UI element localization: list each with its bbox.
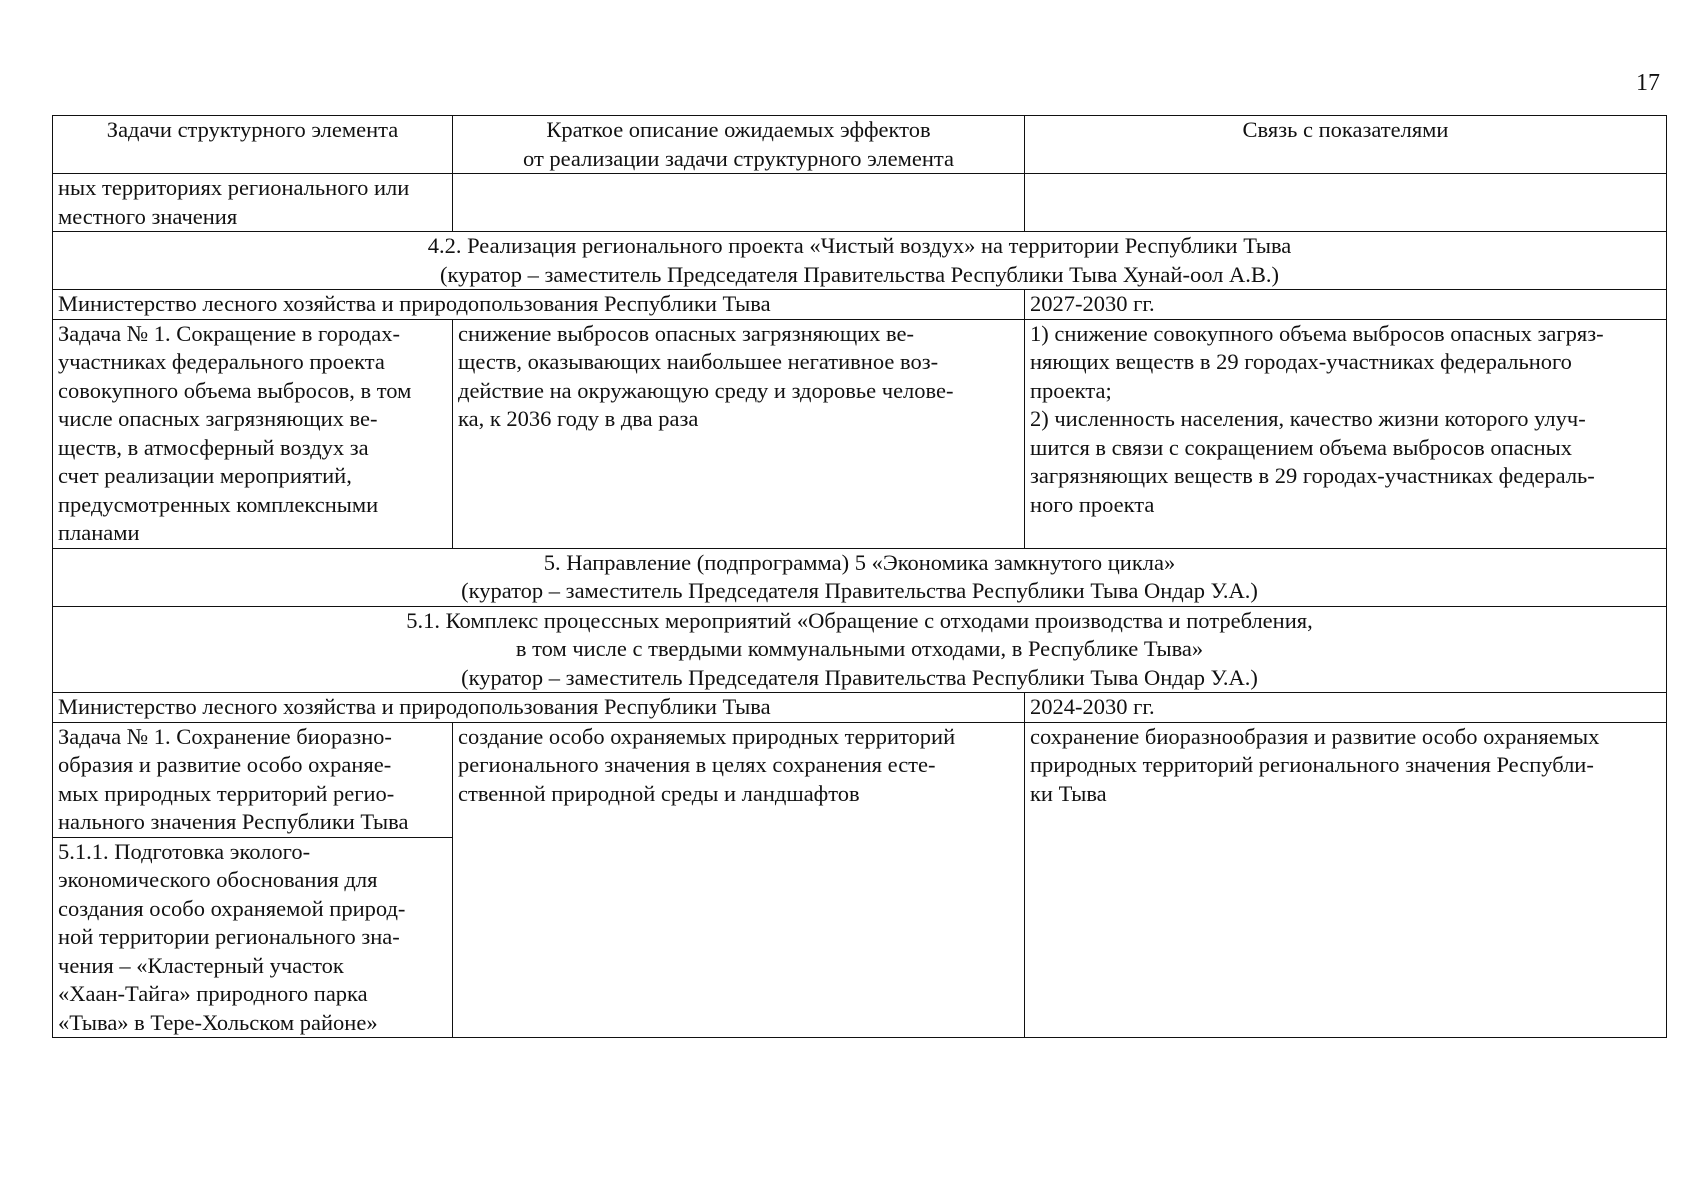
section-title-row (53, 606, 1667, 693)
table-header-row (53, 116, 1667, 174)
section-title-row (53, 232, 1667, 290)
table-row (53, 319, 1667, 548)
section-4-2-task: Задача № 1. Сокращение в городах- участниках федерального проекта совокупного объема выбросов, в том числе опасных загрязняющих ве- ществ, в атмосферный воздух за счет реализации мероприятий, предусмотренных комплексными планами (53, 319, 453, 548)
continuation-cell: ных территориях регионального или местного значения (53, 174, 453, 232)
responsible-row (53, 693, 1667, 723)
section-4-2-indicators: 1) снижение совокупного объема выбросов опасных загряз- няющих веществ в 29 городах-участниках федерального проекта; 2) численность населения, качество жизни которого улуч- шится в связи с сокращением объема выбросов опасных загрязняющих веществ в 29 городах-участниках федераль- ного проекта (1025, 319, 1667, 548)
page-number: 17 (1636, 70, 1660, 96)
header-col-tasks: Задачи структурного элемента (53, 116, 453, 174)
empty-cell (453, 174, 1025, 232)
empty-cell (1025, 174, 1667, 232)
table-row (53, 722, 1667, 837)
section-5-1-period: 2024-2030 гг. (1025, 693, 1667, 723)
section-5-1-responsible: Министерство лесного хозяйства и природопользования Республики Тыва (53, 693, 1025, 723)
responsible-row (53, 290, 1667, 320)
section-5-title: 5. Направление (подпрограмма) 5 «Экономика замкнутого цикла» (куратор – заместитель Председателя Правительства Республики Тыва Ондар У.А.) (53, 548, 1667, 606)
section-5-1-indicators: сохранение биоразнообразия и развитие особо охраняемых природных территорий регионального значения Республи- ки Тыва (1025, 722, 1667, 1038)
header-col-indicators: Связь с показателями (1025, 116, 1667, 174)
section-5-1-title: 5.1. Комплекс процессных мероприятий «Обращение с отходами производства и потребления, в том числе с твердыми коммунальными отходами, в Республике Тыва» (куратор – заместитель Председателя Правительства Республики Тыва Ондар У.А.) (53, 606, 1667, 693)
section-5-1-effect: создание особо охраняемых природных территорий регионального значения в целях сохранения есте- ственной природной среды и ландшафтов (453, 722, 1025, 1038)
section-title-row (53, 548, 1667, 606)
section-5-1-1-item: 5.1.1. Подготовка эколого- экономического обоснования для создания особо охраняемой природ- ной территории регионального зна- чения – «Кластерный участок «Хаан-Тайга» природного парка «Тыва» в Тере-Хольском районе» (53, 837, 453, 1038)
section-4-2-period: 2027-2030 гг. (1025, 290, 1667, 320)
structural-elements-table (52, 115, 1667, 1038)
table-row (53, 174, 1667, 232)
section-4-2-responsible: Министерство лесного хозяйства и природопользования Республики Тыва (53, 290, 1025, 320)
header-col-effects: Краткое описание ожидаемых эффектов от реализации задачи структурного элемента (453, 116, 1025, 174)
section-4-2-effect: снижение выбросов опасных загрязняющих ве- ществ, оказывающих наибольшее негативное воз- действие на окружающую среду и здоровье челове- ка, к 2036 году в два раза (453, 319, 1025, 548)
section-4-2-title: 4.2. Реализация регионального проекта «Чистый воздух» на территории Республики Тыва (куратор – заместитель Председателя Правительства Республики Тыва Хунай-оол А.В.) (53, 232, 1667, 290)
section-5-1-task: Задача № 1. Сохранение биоразно- образия и развитие особо охраняе- мых природных территорий регио- нального значения Республики Тыва (53, 722, 453, 837)
